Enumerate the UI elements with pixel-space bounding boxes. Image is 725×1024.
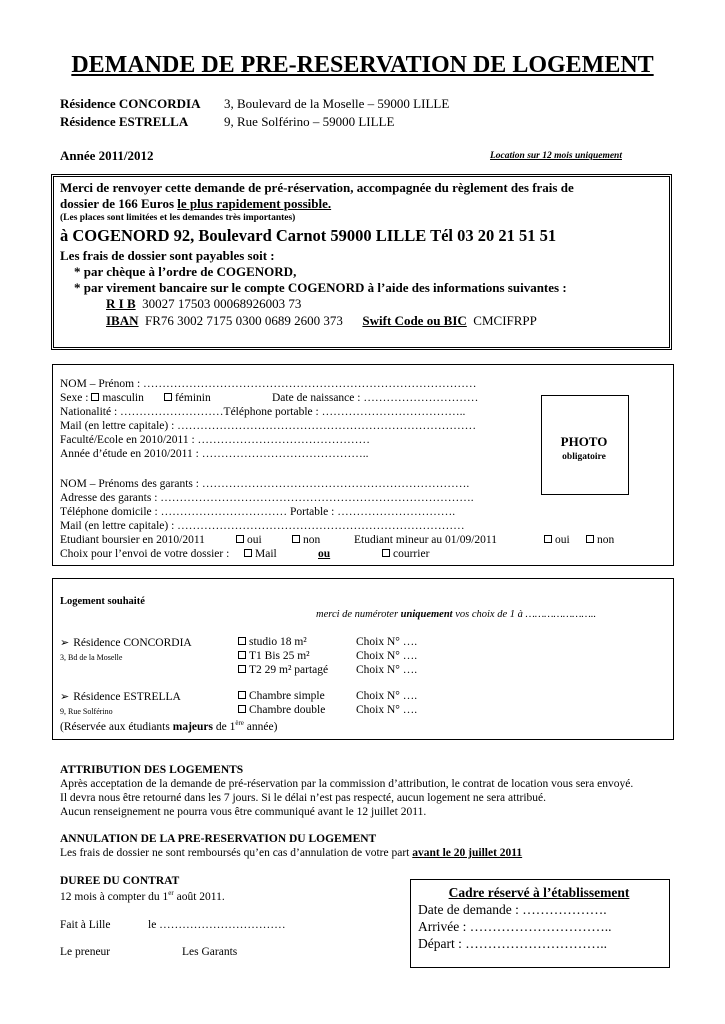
study-year-field[interactable]: Année d’étude en 2010/2011 : ……………………………………..: [60, 448, 369, 460]
choice-field[interactable]: Choix N° ….: [356, 636, 418, 648]
concordia-address: 3, Bd de la Moselle: [60, 653, 123, 662]
housing-note: merci de numéroter uniquement vos choix de 1 à …………………..: [316, 609, 597, 620]
iban-line: IBAN FR76 3002 7175 0300 0689 2600 373 Swift Code ou BIC CMCIFRPP: [106, 313, 537, 328]
sex-field: Sexe : masculin féminin Date de naissance : …………………………: [60, 392, 479, 404]
contract-text: 12 mois à compter du 1er août 2011.: [60, 889, 225, 903]
tenant-signature: Le preneur: [60, 946, 111, 958]
attribution-title: ATTRIBUTION DES LOGEMENTS: [60, 764, 244, 776]
academic-year: Année 2011/2012: [60, 148, 154, 163]
or-label: ou: [318, 548, 331, 560]
place-label: Fait à Lille: [60, 919, 111, 931]
student-mail-field[interactable]: Mail (en lettre capitale) : ……………………………………………………………………: [60, 420, 477, 432]
reserved-box-title: Cadre réservé à l’établissement: [448, 885, 630, 900]
scholarship-no[interactable]: non: [292, 534, 320, 546]
info-line-1: Merci de renvoyer cette demande de pré-réservation, accompagnée du règlement des frais de: [60, 180, 574, 195]
scholarship-row: Etudiant boursier en 2010/2011: [60, 534, 205, 546]
arrow-icon: ➢: [60, 637, 70, 649]
cancel-title: ANNULATION DE LA PRE-RESERVATION DU LOGEMENT: [60, 833, 377, 845]
page-title: DEMANDE DE PRE-RESERVATION DE LOGEMENT: [71, 52, 654, 78]
cancel-text: Les frais de dossier ne sont remboursés qu’en cas d’annulation de votre part avant le 20 juillet 2011: [60, 847, 523, 859]
scholarship-yes[interactable]: oui: [236, 534, 262, 546]
reserved-note: (Réservée aux étudiants majeurs de 1ère année): [60, 719, 278, 733]
attribution-line-1: Après acceptation de la demande de pré-réservation par la commission d’attribution, le contrat de location vous sera envoyé.: [60, 778, 634, 790]
arrow-icon: ➢: [60, 691, 70, 703]
date-field[interactable]: le ……………………………: [148, 919, 286, 931]
rental-note: Location sur 12 mois uniquement: [490, 151, 622, 161]
concordia-t1bis[interactable]: T1 Bis 25 m²: [238, 650, 310, 662]
minor-label: Etudiant mineur au 01/09/2011: [354, 534, 497, 546]
minor-no[interactable]: non: [586, 534, 614, 546]
choice-field[interactable]: Choix N° ….: [356, 650, 418, 662]
sex-female-checkbox[interactable]: [164, 393, 172, 401]
attribution-line-3: Aucun renseignement ne pourra vous être communiqué avant le 12 juillet 2011.: [60, 806, 427, 818]
estrella-single[interactable]: Chambre simple: [238, 690, 325, 702]
send-post-option[interactable]: courrier: [382, 548, 429, 560]
guarantor-address-field[interactable]: Adresse des garants : ……………………………………………………………………….: [60, 492, 474, 504]
guarantor-name-field[interactable]: NOM – Prénoms des garants : …………………………………………………………….: [60, 478, 470, 490]
info-line-3: (Les places sont limitées et les demandes très importantes): [60, 213, 296, 223]
departure-field[interactable]: Départ : …………………………..: [418, 936, 607, 951]
arrival-field[interactable]: Arrivée : …………………………..: [418, 919, 612, 934]
sex-male-checkbox[interactable]: [91, 393, 99, 401]
residence-estrella: Résidence ESTRELLA 9, Rue Solférino – 59000 LILLE: [60, 114, 395, 129]
choice-field[interactable]: Choix N° ….: [356, 704, 418, 716]
payment-option-transfer: * par virement bancaire sur le compte COGENORD à l’aide des informations suivantes :: [74, 280, 567, 295]
request-date-field[interactable]: Date de demande : ……………….: [418, 902, 607, 917]
guarantor-mail-field[interactable]: Mail (en lettre capitale) : …………………………………………………………………: [60, 520, 465, 532]
estrella-option: ➢ Résidence ESTRELLA: [60, 691, 181, 703]
concordia-t2[interactable]: T2 29 m² partagé: [238, 664, 328, 676]
estrella-double[interactable]: Chambre double: [238, 704, 325, 716]
student-name-field[interactable]: NOM – Prénom : ……………………………………………………………………………: [60, 378, 477, 390]
guarantor-phone-field[interactable]: Téléphone domicile : …………………………… Portable : ………………………….: [60, 506, 456, 518]
fees-line: Les frais de dossier sont payables soit :: [60, 248, 275, 263]
choice-field[interactable]: Choix N° ….: [356, 664, 418, 676]
choice-field[interactable]: Choix N° ….: [356, 690, 418, 702]
attribution-line-2: Il devra nous être retourné dans les 7 jours. Si le délai n’est pas respecté, aucun logement ne sera attribué.: [60, 792, 547, 804]
info-line-2: dossier de 166 Euros le plus rapidement possible.: [60, 196, 332, 211]
rib-line: R I B 30027 17503 00068926003 73: [106, 296, 302, 311]
minor-yes[interactable]: oui: [544, 534, 570, 546]
concordia-option: ➢ Résidence CONCORDIA: [60, 637, 192, 649]
residence-concordia: Résidence CONCORDIA 3, Boulevard de la Moselle – 59000 LILLE: [60, 96, 450, 111]
guarantors-signature: Les Garants: [182, 946, 238, 958]
photo-sub-label: obligatoire: [562, 452, 606, 462]
photo-label: PHOTO: [560, 434, 608, 449]
nationality-phone-field[interactable]: Nationalité : ………………………Téléphone portable : ………………………………..: [60, 406, 466, 418]
send-mail-option[interactable]: Mail: [244, 548, 277, 560]
contract-title: DUREE DU CONTRAT: [60, 875, 180, 887]
faculty-field[interactable]: Faculté/Ecole en 2010/2011 : ………………………………………: [60, 434, 371, 446]
housing-title: Logement souhaité: [60, 596, 145, 607]
cogenord-address: à COGENORD 92, Boulevard Carnot 59000 LILLE Tél 03 20 21 51 51: [60, 226, 557, 245]
concordia-studio[interactable]: studio 18 m²: [238, 636, 307, 648]
estrella-address: 9, Rue Solférino: [60, 707, 113, 716]
payment-option-cheque: * par chèque à l’ordre de COGENORD,: [74, 264, 297, 279]
birth-date-field[interactable]: Date de naissance : …………………………: [272, 392, 479, 404]
send-choice-label: Choix pour l’envoi de votre dossier :: [60, 548, 230, 560]
